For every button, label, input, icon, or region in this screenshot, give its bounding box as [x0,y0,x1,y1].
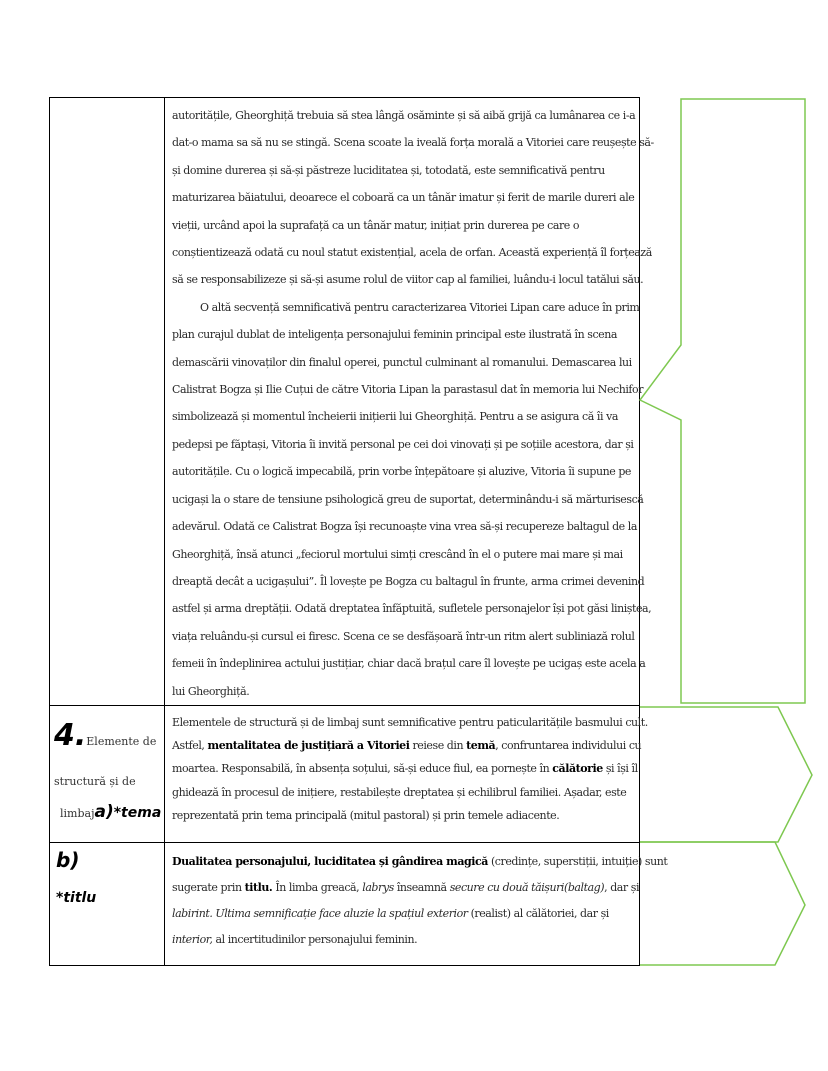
text-line: Calistrat Bogza și Ilie Cuțui de către Vitoria Lipan la parastasul dat în memoria lui Nechifor [172,383,644,397]
text-line: ghidează în procesul de inițiere, restabilește dreptatea și echilibrul familiei. Așadar, este [172,785,627,799]
text-line: autoritățile, Gheorghiță trebuia să stea lângă osăminte și să aibă grijă ca lumânarea ce i-a [172,109,636,122]
text-line: interior, al incertitudinilor personajului feminin. [172,933,418,946]
text-line: labirint. Ultima semnificație face aluzie la spațiul exterior (realist) al călătoriei, dar și [172,907,609,920]
row1-paragraphs [172,102,654,705]
section-label-line3: limbaj [60,807,95,820]
text-line: conștientizează odată cu noul statut existențial, acela de orfan. Această experiență îl forțează [172,246,652,260]
text-line: demascării vinovaților din finalul operei, punctul culminant al romanului. Demascarea lui [172,355,632,369]
text-line: vieții, urcând apoi la suprafață ca un tânăr matur, inițiat prin durerea pe care o [172,218,580,232]
text-line: lui Gheorghiță. [172,684,250,698]
text-line: astfel și arma dreptății. Odată dreptatea înfăptuită, sufletele personajelor își pot găsi liniștea, [172,602,652,616]
text-line: autoritățile. Cu o logică impecabilă, prin vorbe înțepătoare și aluzive, Vitoria îi supune pe [172,465,631,479]
text-line: să se responsabilizeze și să-și asume rolul de viitor cap al familiei, luându-i locul tatălui său. [172,273,644,287]
text-line: Astfel, mentalitatea de justițiară a Vitoriei reiese din temă, confruntarea individului cu [172,739,642,753]
row2-label-cell [54,718,162,822]
sub-label-tema: *tema [113,805,162,821]
side-arrow-shape-2 [640,707,812,842]
section-label-line2: structură și de [54,775,136,788]
sub-letter-b: b) [56,848,80,872]
row2-paragraph [172,711,648,827]
text-line: Gheorghiță, însă atunci „feciorul mortului simți crescând în el o putere mai mare și mai [172,547,623,561]
text-line: viața reluându-și cursul ei firesc. Scena ce se desfășoară într-un ritm alert subliniază rolul [172,629,635,643]
section-number: 4. [54,718,87,753]
text-line: și domine durerea și să-și păstreze luciditatea și, totodată, este semnificativă pentru [172,163,605,177]
side-callout-shape-1 [640,99,805,703]
highlight-text: titlu. [244,881,273,894]
row3-paragraph [172,849,667,953]
text-line: Elementele de structură și de limbaj sunt semnificative pentru paticularitățile basmului cult. [172,716,648,729]
text-line: simbolizează și momentul încheierii inițierii lui Gheorghiță. Pentru a se asigura că îi va [172,410,618,424]
highlight-text: mentalitatea de justițiară a Vitoriei [207,739,410,753]
text-line: femeii în îndeplinirea actului justițiar, chiar dacă brațul care îl lovește pe ucigaș este acela a [172,657,646,671]
highlight-text: călătorie [552,762,603,776]
text-line: sugerate prin titlu. În limba greacă, labrys înseamnă secure cu două tăișuri(baltag), dar și [172,881,640,894]
highlight-text: Dualitatea personajului, luciditatea și gândirea magică [172,855,488,868]
text-line: moartea. Responsabilă, în absența soțului, să-și educe fiul, ea pornește în călătorie și își îl [172,762,638,776]
text-line: maturizarea băiatului, deoarece el coboară ca un tânăr imatur și ferit de marile dureri ale [172,191,635,205]
text-line: O altă secvență semnificativă pentru caracterizarea Vitoriei Lipan care aduce în prim [200,300,640,314]
sub-label-titlu: *titlu [56,890,97,906]
text-line: ucigași la o stare de tensiune psihologică greu de suportat, determinându-i să mărturisescă [172,492,644,506]
text-line: Dualitatea personajului, luciditatea și gândirea magică (credințe, superstiții, intuiție) sunt [172,855,668,868]
text-line: dreaptă decât a ucigașului”. Îl lovește pe Bogza cu baltagul în frunte, arma crimei devenind [172,574,645,588]
row3-label-cell [56,848,161,906]
text-line: adevărul. Odată ce Calistrat Bogza își recunoaște vina vrea să-și recupereze baltagul de la [172,520,637,534]
highlight-text: temă [466,739,496,753]
sub-letter-a: a) [94,802,114,822]
text-line: dat-o mama sa să nu se stingă. Scena scoate la iveală forța morală a Vitoriei care reușește să- [172,136,654,150]
text-line: reprezentată prin tema principală (mitul pastoral) și prin temele adiacente. [172,808,560,822]
text-line: plan curajul dublat de inteligența personajului feminin principal este ilustrată în scena [172,328,617,342]
text-line: pedepsi pe făptași, Vitoria îi invită personal pe cei doi vinovați și pe soțiile acestora, dar și [172,437,634,451]
section-label-line1: Elemente de [86,735,157,748]
